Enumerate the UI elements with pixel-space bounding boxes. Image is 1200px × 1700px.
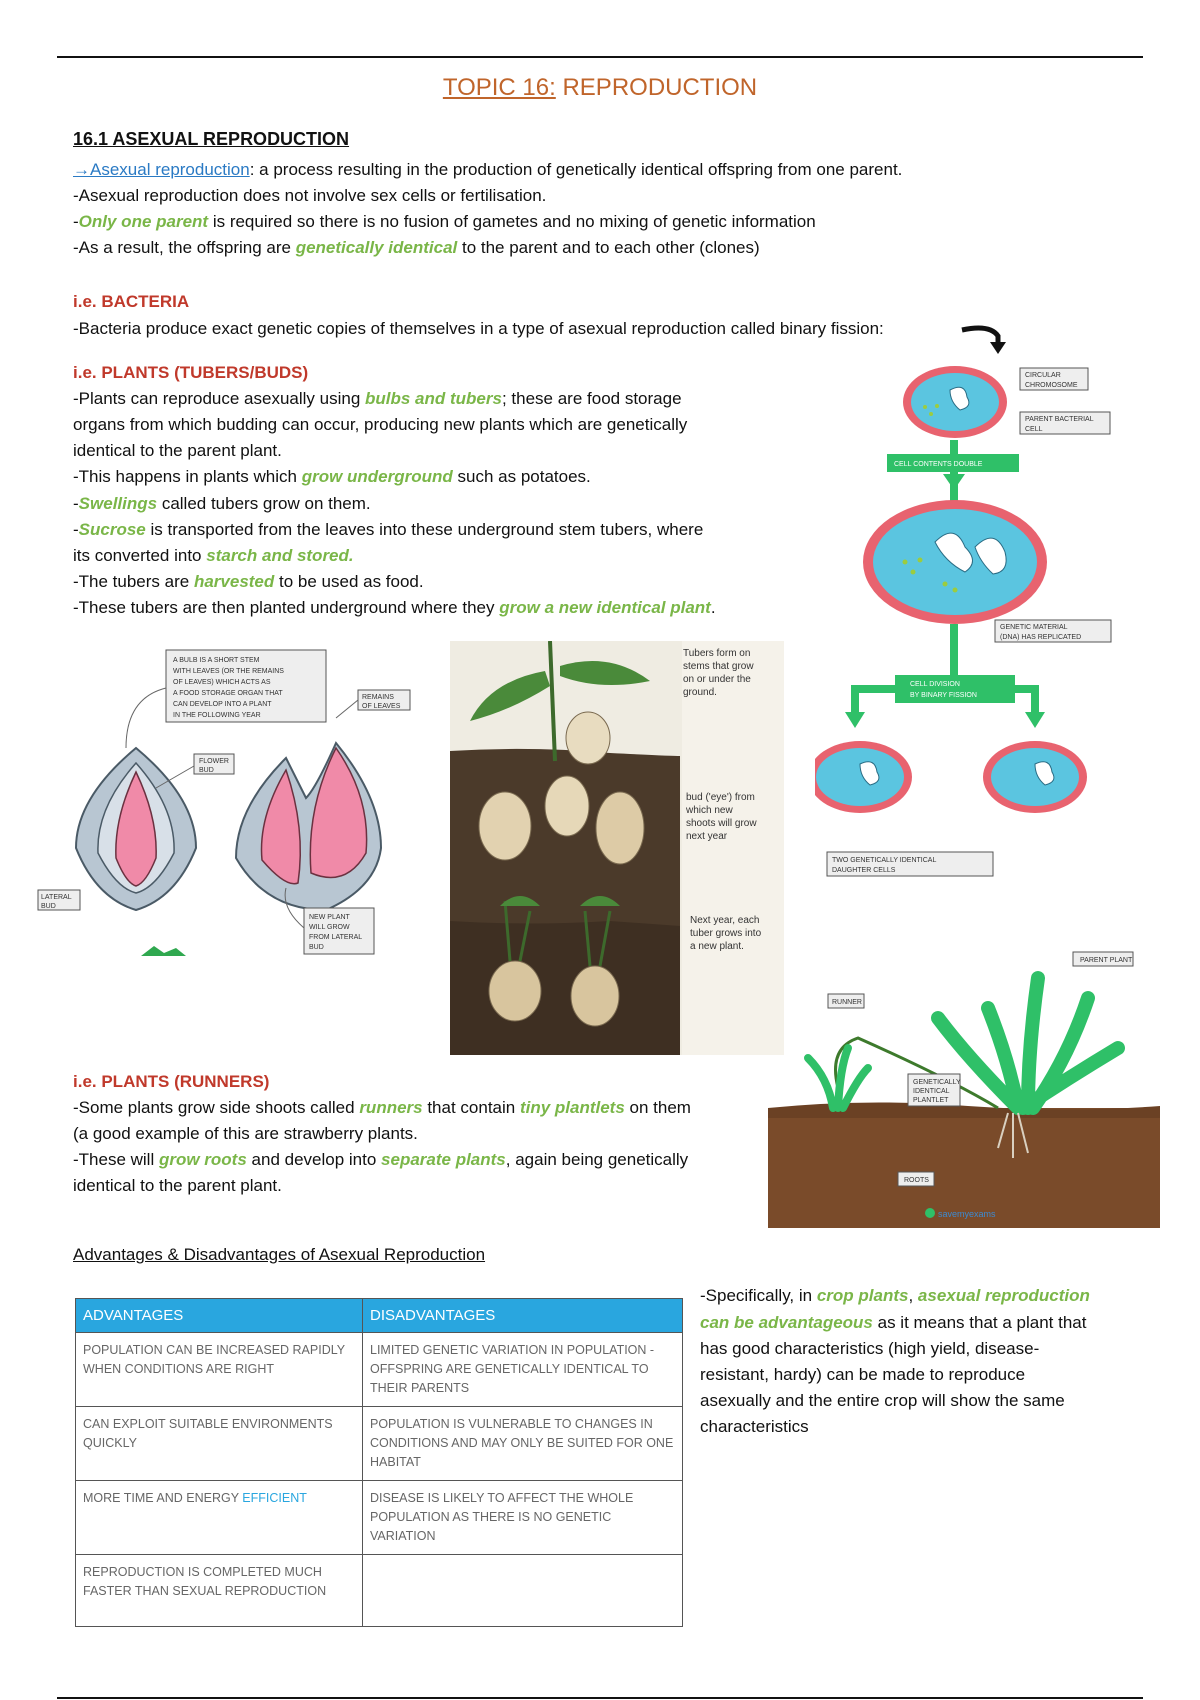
- crop-line-5: asexually and the entire crop will show the same: [700, 1391, 1065, 1410]
- intro-line-3: -Only one parent is required so there is no fusion of gametes and no mixing of genetic information: [73, 212, 816, 231]
- svg-text:CELL CONTENTS DOUBLE: CELL CONTENTS DOUBLE: [894, 461, 983, 468]
- crop-line-1: -Specifically, in crop plants, asexual reproduction: [700, 1286, 1090, 1305]
- advantages-table: [75, 1298, 683, 1627]
- svg-text:FROM LATERAL: FROM LATERAL: [309, 934, 363, 941]
- bacteria-heading: i.e. BACTERIA: [73, 292, 190, 311]
- svg-text:GENETICALLY: GENETICALLY: [913, 1079, 961, 1086]
- table-row: POPULATION CAN BE INCREASED RAPIDLY WHEN CONDITIONS ARE RIGHT LIMITED GENETIC VARIATION IN POPULATION - OFFSPRING ARE GENETICALLY IDENTICAL TO THEIR PARENTS: [76, 1333, 683, 1407]
- runners-line-4: identical to the parent plant.: [73, 1176, 282, 1195]
- tubers-line-5: -Swellings called tubers grow on them.: [73, 494, 371, 513]
- svg-text:CIRCULAR: CIRCULAR: [1025, 372, 1061, 379]
- svg-text:CELL DIVISION: CELL DIVISION: [910, 681, 960, 688]
- tubers-line-3: identical to the parent plant.: [73, 441, 282, 460]
- svg-text:REMAINS: REMAINS: [362, 694, 394, 701]
- title-prefix: TOPIC 16:: [442, 74, 556, 101]
- runners-heading: i.e. PLANTS (RUNNERS): [73, 1072, 270, 1091]
- table-row: REPRODUCTION IS COMPLETED MUCH FASTER THAN SEXUAL REPRODUCTION: [76, 1555, 683, 1627]
- tubers-line-4: -This happens in plants which grow underground such as potatoes.: [73, 467, 591, 486]
- crop-line-4: resistant, hardy) can be made to reproduce: [700, 1365, 1026, 1384]
- svg-text:WILL GROW: WILL GROW: [309, 924, 350, 931]
- intro-definition: : a process resulting in the production of genetically identical offspring from one parent.: [249, 160, 903, 179]
- potato-label-bud: bud ('eye') from which new shoots will grow next year: [686, 792, 757, 842]
- bacteria-text: -Bacteria produce exact genetic copies of themselves in a type of asexual reproduction called binary fission:: [73, 319, 884, 338]
- tubers-line-6: -Sucrose is transported from the leaves into these underground stem tubers, where: [73, 520, 704, 539]
- svg-text:ROOTS: ROOTS: [904, 1177, 929, 1184]
- tubers-line-2: organs from which budding can occur, producing new plants which are genetically: [73, 415, 688, 434]
- svg-text:PARENT BACTERIAL: PARENT BACTERIAL: [1025, 416, 1094, 423]
- svg-text:BUD: BUD: [309, 944, 324, 951]
- tubers-line-7: its converted into starch and stored.: [73, 546, 354, 565]
- svg-text:A BULB IS A SHORT STEM: A BULB IS A SHORT STEM: [173, 657, 260, 664]
- intro-line-2: -Asexual reproduction does not involve sex cells or fertilisation.: [73, 186, 547, 205]
- svg-text:DAUGHTER CELLS: DAUGHTER CELLS: [832, 867, 896, 874]
- advantages-header: ADVANTAGES: [76, 1299, 363, 1333]
- runner-plant-diagram: [768, 938, 1160, 1228]
- intro-line-4: -As a result, the offspring are genetically identical to the parent and to each other (clones): [73, 238, 760, 257]
- svg-text:BY BINARY FISSION: BY BINARY FISSION: [910, 692, 977, 699]
- svg-text:IDENTICAL: IDENTICAL: [913, 1088, 950, 1095]
- svg-text:WITH LEAVES (OR THE REMAINS: WITH LEAVES (OR THE REMAINS: [173, 668, 284, 675]
- crop-line-6: characteristics: [700, 1417, 809, 1436]
- section-heading: 16.1 ASEXUAL REPRODUCTION: [73, 129, 350, 149]
- svg-text:GENETIC MATERIAL: GENETIC MATERIAL: [1000, 624, 1068, 631]
- table-row: CAN EXPLOIT SUITABLE ENVIRONMENTS QUICKLY POPULATION IS VULNERABLE TO CHANGES IN CONDITIONS AND MAY ONLY BE SUITED FOR ONE HABITAT: [76, 1407, 683, 1481]
- curved-arrow-icon: [960, 322, 1010, 356]
- potato-photo: [450, 641, 784, 1055]
- disadvantages-header: DISADVANTAGES: [363, 1299, 683, 1333]
- runners-line-1: -Some plants grow side shoots called runners that contain tiny plantlets on them: [73, 1098, 691, 1117]
- potato-label-next-year: Next year, each tuber grows into a new plant.: [690, 915, 762, 952]
- intro-line-1: [73, 157, 902, 183]
- title-rest: REPRODUCTION: [555, 74, 758, 101]
- page-title: [0, 74, 1200, 102]
- svg-text:(DNA) HAS REPLICATED: (DNA) HAS REPLICATED: [1000, 634, 1082, 641]
- tubers-line-1: -Plants can reproduce asexually using bulbs and tubers; these are food storage: [73, 389, 682, 408]
- crop-line-2: can be advantageous as it means that a plant that: [700, 1313, 1087, 1332]
- svg-text:PLANTLET: PLANTLET: [913, 1097, 949, 1104]
- top-rule: [57, 56, 1143, 58]
- crop-line-3: has good characteristics (high yield, disease-: [700, 1339, 1040, 1358]
- svg-text:BUD: BUD: [199, 767, 214, 774]
- svg-text:OF LEAVES: OF LEAVES: [362, 703, 401, 710]
- intro-arrow: →: [73, 160, 90, 179]
- svg-text:FLOWER: FLOWER: [199, 758, 229, 765]
- runners-line-3: -These will grow roots and develop into separate plants, again being genetically: [73, 1150, 689, 1169]
- tubers-line-9: -These tubers are then planted underground where they grow a new identical plant.: [73, 598, 716, 617]
- svg-text:PARENT PLANT: PARENT PLANT: [1080, 957, 1133, 964]
- runners-line-2: (a good example of this are strawberry plants.: [73, 1124, 418, 1143]
- binary-fission-diagram: [815, 362, 1125, 892]
- table-row: MORE TIME AND ENERGY EFFICIENT DISEASE IS LIKELY TO AFFECT THE WHOLE POPULATION AS THERE IS NO GENETIC VARIATION: [76, 1481, 683, 1555]
- bottom-rule: [57, 1697, 1143, 1699]
- tubers-line-8: -The tubers are harvested to be used as food.: [73, 572, 424, 591]
- advantages-heading: Advantages & Disadvantages of Asexual Reproduction: [73, 1245, 486, 1264]
- svg-text:RUNNER: RUNNER: [832, 999, 862, 1006]
- svg-text:CAN DEVELOP INTO A PLANT: CAN DEVELOP INTO A PLANT: [173, 701, 272, 708]
- svg-text:CELL: CELL: [1025, 426, 1043, 433]
- bulb-diagram: [36, 648, 416, 964]
- svg-text:IN THE FOLLOWING YEAR: IN THE FOLLOWING YEAR: [173, 712, 261, 719]
- svg-text:TWO GENETICALLY IDENTICAL: TWO GENETICALLY IDENTICAL: [832, 857, 937, 864]
- svg-text:BUD: BUD: [41, 903, 56, 910]
- svg-text:savemyexams: savemyexams: [938, 1209, 996, 1219]
- svg-text:A FOOD STORAGE ORGAN THAT: A FOOD STORAGE ORGAN THAT: [173, 690, 283, 697]
- tubers-heading: i.e. PLANTS (TUBERS/BUDS): [73, 363, 309, 382]
- intro-term-link[interactable]: Asexual reproduction: [90, 160, 250, 179]
- svg-text:OF LEAVES) WHICH ACTS AS: OF LEAVES) WHICH ACTS AS: [173, 679, 271, 686]
- svg-text:CHROMOSOME: CHROMOSOME: [1025, 382, 1078, 389]
- potato-label-tubers: Tubers form on stems that grow on or under the ground.: [683, 648, 754, 698]
- svg-text:LATERAL: LATERAL: [41, 894, 72, 901]
- svg-text:NEW PLANT: NEW PLANT: [309, 914, 350, 921]
